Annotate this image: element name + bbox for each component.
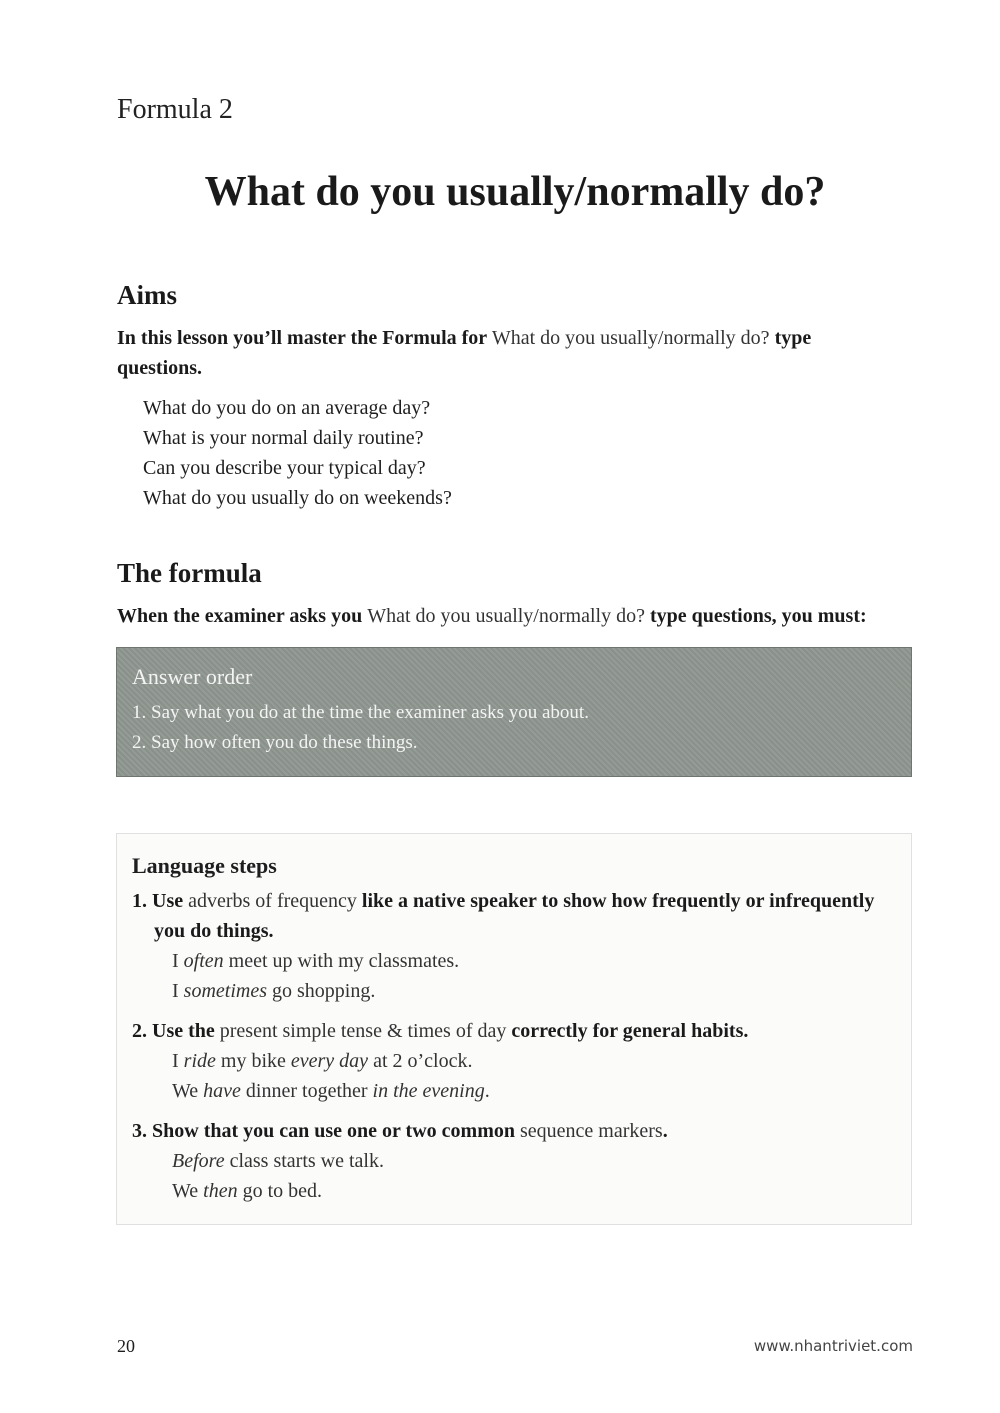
step-example bbox=[132, 1046, 907, 1076]
text-segment: correctly for general habits. bbox=[506, 1020, 749, 1042]
text-segment: then bbox=[203, 1180, 238, 1202]
step-example bbox=[132, 1146, 907, 1176]
text-segment: class starts we talk. bbox=[224, 1150, 384, 1172]
text-segment: go shopping. bbox=[267, 980, 376, 1002]
text-segment: often bbox=[183, 950, 224, 972]
text-segment: When the examiner asks you bbox=[117, 605, 368, 627]
aims-question: What do you do on an average day? bbox=[143, 397, 431, 419]
formula-heading: The formula bbox=[117, 558, 262, 588]
formula-label: Formula 2 bbox=[117, 94, 233, 125]
answer-order-item: 1. Say what you do at the time the examiner asks you about. bbox=[132, 702, 589, 723]
text-segment: 2. Use the bbox=[132, 1020, 220, 1042]
step-text-continued: you do things. bbox=[154, 920, 274, 942]
text-segment: In this lesson you’ll master the Formula for bbox=[117, 327, 492, 349]
step-text bbox=[132, 886, 907, 916]
text-segment: We bbox=[172, 1180, 204, 1202]
text-segment: type questions. bbox=[117, 327, 812, 379]
text-segment: present simple tense & times of day bbox=[219, 1020, 507, 1042]
text-segment: What do you usually/normally do? bbox=[367, 605, 645, 627]
step-example bbox=[132, 976, 907, 1006]
aims-intro bbox=[117, 323, 897, 383]
text-segment: 3. Show that you can use one or two common bbox=[132, 1120, 520, 1142]
language-step bbox=[132, 886, 907, 1006]
text-segment: have bbox=[203, 1080, 241, 1102]
step-text bbox=[132, 1116, 907, 1146]
text-segment: adverbs of frequency bbox=[188, 890, 357, 912]
text-segment: go to bed. bbox=[237, 1180, 323, 1202]
text-segment: . bbox=[662, 1120, 668, 1142]
text-segment: I bbox=[172, 950, 184, 972]
language-step bbox=[132, 1116, 907, 1206]
text-segment: dinner together bbox=[240, 1080, 373, 1102]
text-segment: What do you usually/normally do? bbox=[491, 327, 770, 349]
text-segment: sometimes bbox=[183, 980, 267, 1002]
step-text bbox=[132, 1016, 907, 1046]
text-segment: sequence markers bbox=[519, 1120, 663, 1142]
text-segment: my bike bbox=[215, 1050, 291, 1072]
answer-order-title: Answer order bbox=[132, 664, 253, 689]
formula-intro bbox=[117, 601, 937, 631]
step-example bbox=[132, 946, 907, 976]
step-example bbox=[132, 1176, 907, 1206]
text-segment: in the evening bbox=[372, 1080, 485, 1102]
aims-heading: Aims bbox=[117, 280, 177, 310]
page-title: What do you usually/normally do? bbox=[204, 169, 826, 215]
aims-question: What is your normal daily routine? bbox=[143, 427, 424, 449]
language-step bbox=[132, 1016, 907, 1106]
text-segment: Before bbox=[172, 1150, 225, 1172]
text-segment: I bbox=[172, 980, 184, 1002]
text-segment: I bbox=[172, 1050, 184, 1072]
text-segment: We bbox=[172, 1080, 204, 1102]
page-number: 20 bbox=[117, 1336, 135, 1356]
aims-question: Can you describe your typical day? bbox=[143, 457, 426, 479]
step-example bbox=[132, 1076, 907, 1106]
answer-order-box bbox=[116, 647, 912, 777]
text-segment: . bbox=[484, 1080, 490, 1102]
text-segment: 1. Use bbox=[132, 890, 189, 912]
text-segment: every day bbox=[290, 1050, 369, 1072]
answer-order-item: 2. Say how often you do these things. bbox=[132, 732, 418, 753]
aims-question: What do you usually do on weekends? bbox=[143, 487, 452, 509]
text-segment: meet up with my classmates. bbox=[223, 950, 460, 972]
text-segment: at 2 o’clock. bbox=[368, 1050, 473, 1072]
aims-question-list bbox=[143, 393, 452, 513]
text-segment: like a native speaker to show how frequently or infrequently bbox=[356, 890, 875, 912]
text-segment: ride bbox=[183, 1050, 216, 1072]
text-segment: type questions, you must: bbox=[644, 605, 867, 627]
language-steps-box bbox=[116, 833, 912, 1225]
website-url: www.nhantriviet.com bbox=[753, 1337, 913, 1355]
language-steps-heading: Language steps bbox=[132, 853, 277, 878]
